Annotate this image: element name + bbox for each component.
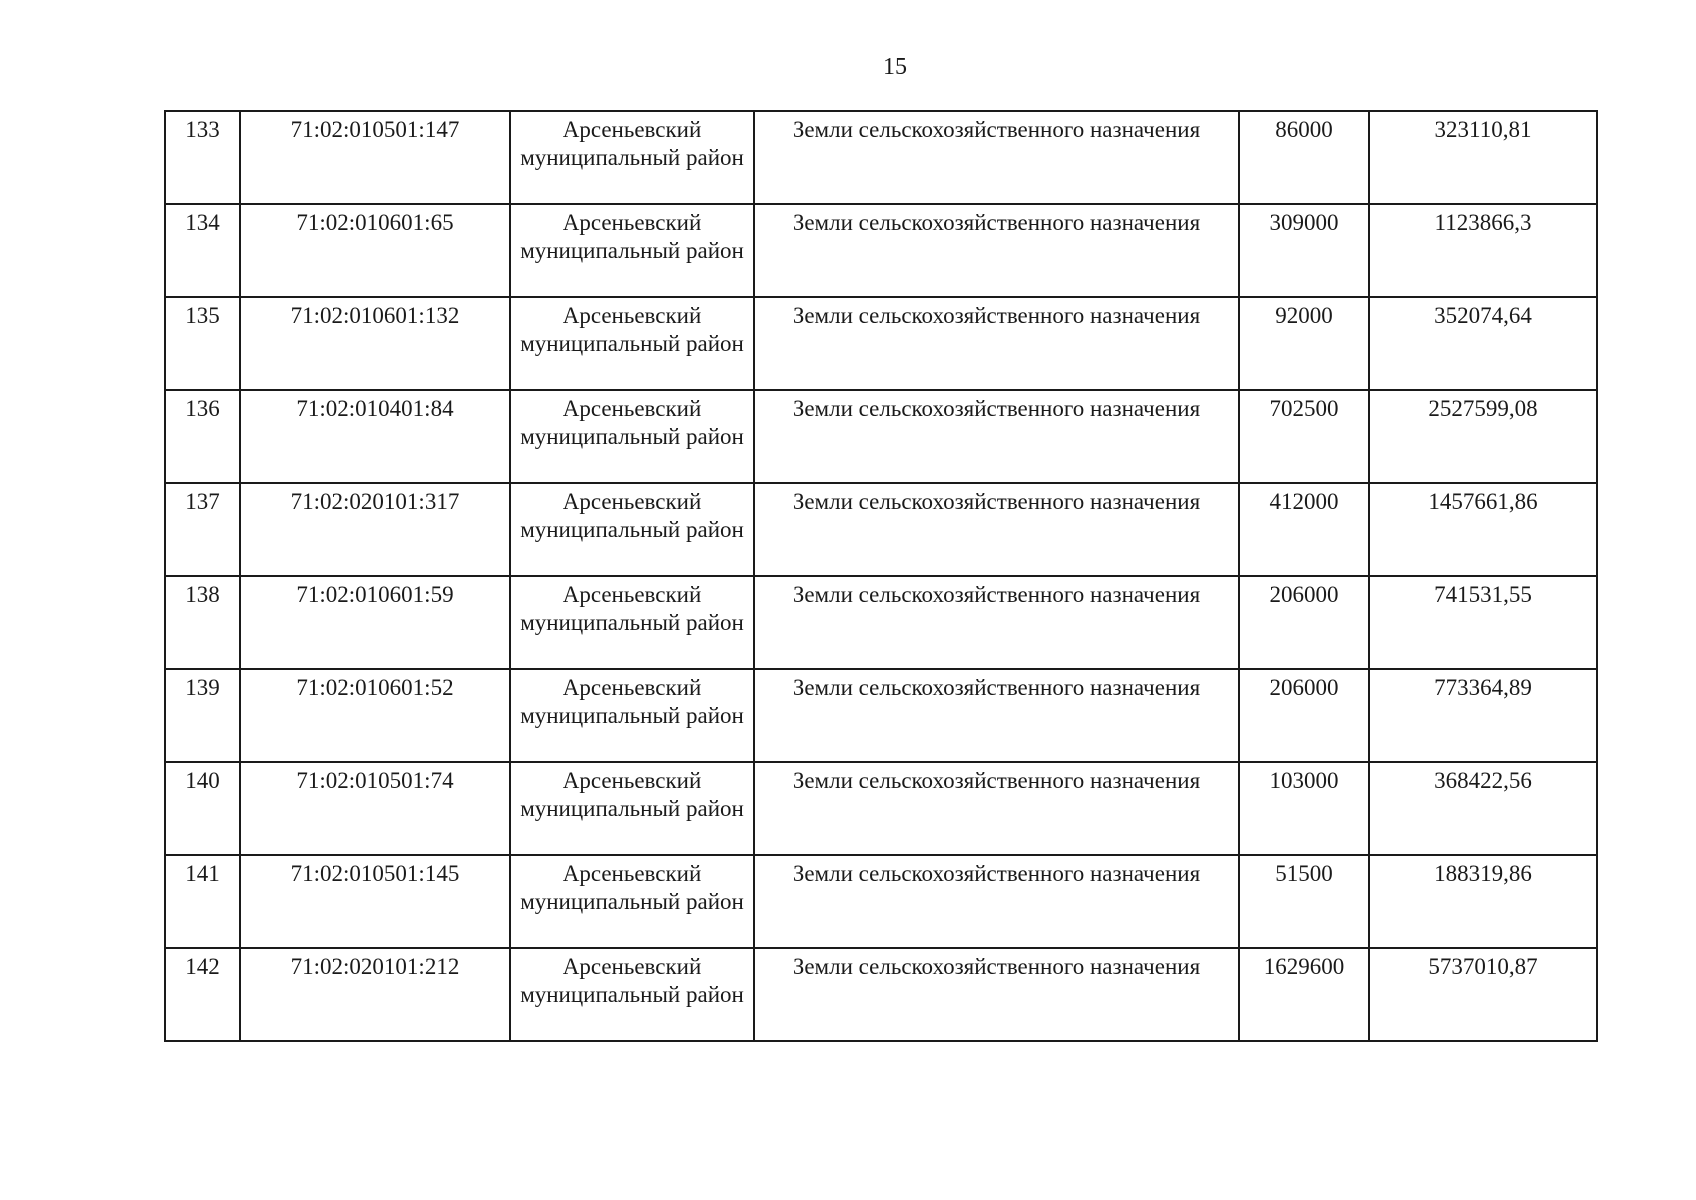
land-category: Земли сельскохозяйственного назначения bbox=[754, 297, 1239, 390]
land-plots-table bbox=[164, 110, 1598, 1042]
area-value: 103000 bbox=[1239, 762, 1369, 855]
cadastral-number: 71:02:010601:52 bbox=[240, 669, 510, 762]
cadastral-value: 323110,81 bbox=[1369, 111, 1597, 204]
cadastral-value: 1457661,86 bbox=[1369, 483, 1597, 576]
row-number: 134 bbox=[165, 204, 240, 297]
cadastral-number: 71:02:010601:65 bbox=[240, 204, 510, 297]
table-row bbox=[165, 390, 1597, 483]
cadastral-value: 188319,86 bbox=[1369, 855, 1597, 948]
table-row bbox=[165, 111, 1597, 204]
cadastral-value: 1123866,3 bbox=[1369, 204, 1597, 297]
land-category: Земли сельскохозяйственного назначения bbox=[754, 669, 1239, 762]
land-category: Земли сельскохозяйственного назначения bbox=[754, 390, 1239, 483]
row-number: 133 bbox=[165, 111, 240, 204]
land-category: Земли сельскохозяйственного назначения bbox=[754, 576, 1239, 669]
table-row bbox=[165, 297, 1597, 390]
district-name: Арсеньевский муниципальный район bbox=[510, 390, 754, 483]
area-value: 92000 bbox=[1239, 297, 1369, 390]
district-name: Арсеньевский муниципальный район bbox=[510, 762, 754, 855]
cadastral-value: 5737010,87 bbox=[1369, 948, 1597, 1041]
cadastral-value: 2527599,08 bbox=[1369, 390, 1597, 483]
cadastral-number: 71:02:010601:59 bbox=[240, 576, 510, 669]
page-number: 15 bbox=[883, 54, 907, 80]
row-number: 135 bbox=[165, 297, 240, 390]
table-row bbox=[165, 669, 1597, 762]
table-row bbox=[165, 204, 1597, 297]
table-row bbox=[165, 483, 1597, 576]
cadastral-value: 368422,56 bbox=[1369, 762, 1597, 855]
area-value: 412000 bbox=[1239, 483, 1369, 576]
district-name: Арсеньевский муниципальный район bbox=[510, 204, 754, 297]
area-value: 86000 bbox=[1239, 111, 1369, 204]
row-number: 137 bbox=[165, 483, 240, 576]
table-row bbox=[165, 948, 1597, 1041]
area-value: 309000 bbox=[1239, 204, 1369, 297]
land-category: Земли сельскохозяйственного назначения bbox=[754, 855, 1239, 948]
row-number: 136 bbox=[165, 390, 240, 483]
cadastral-number: 71:02:010501:145 bbox=[240, 855, 510, 948]
land-category: Земли сельскохозяйственного назначения bbox=[754, 204, 1239, 297]
district-name: Арсеньевский муниципальный район bbox=[510, 483, 754, 576]
land-category: Земли сельскохозяйственного назначения bbox=[754, 762, 1239, 855]
district-name: Арсеньевский муниципальный район bbox=[510, 111, 754, 204]
district-name: Арсеньевский муниципальный район bbox=[510, 855, 754, 948]
district-name: Арсеньевский муниципальный район bbox=[510, 948, 754, 1041]
row-number: 140 bbox=[165, 762, 240, 855]
land-category: Земли сельскохозяйственного назначения bbox=[754, 111, 1239, 204]
row-number: 141 bbox=[165, 855, 240, 948]
district-name: Арсеньевский муниципальный район bbox=[510, 576, 754, 669]
cadastral-number: 71:02:020101:317 bbox=[240, 483, 510, 576]
district-name: Арсеньевский муниципальный район bbox=[510, 297, 754, 390]
table-row bbox=[165, 576, 1597, 669]
cadastral-number: 71:02:010501:74 bbox=[240, 762, 510, 855]
area-value: 702500 bbox=[1239, 390, 1369, 483]
land-category: Земли сельскохозяйственного назначения bbox=[754, 948, 1239, 1041]
area-value: 51500 bbox=[1239, 855, 1369, 948]
table-row bbox=[165, 762, 1597, 855]
cadastral-value: 352074,64 bbox=[1369, 297, 1597, 390]
cadastral-number: 71:02:010401:84 bbox=[240, 390, 510, 483]
row-number: 138 bbox=[165, 576, 240, 669]
table-row bbox=[165, 855, 1597, 948]
cadastral-number: 71:02:020101:212 bbox=[240, 948, 510, 1041]
district-name: Арсеньевский муниципальный район bbox=[510, 669, 754, 762]
land-category: Земли сельскохозяйственного назначения bbox=[754, 483, 1239, 576]
cadastral-number: 71:02:010601:132 bbox=[240, 297, 510, 390]
cadastral-number: 71:02:010501:147 bbox=[240, 111, 510, 204]
row-number: 142 bbox=[165, 948, 240, 1041]
area-value: 206000 bbox=[1239, 576, 1369, 669]
area-value: 1629600 bbox=[1239, 948, 1369, 1041]
area-value: 206000 bbox=[1239, 669, 1369, 762]
cadastral-value: 741531,55 bbox=[1369, 576, 1597, 669]
cadastral-value: 773364,89 bbox=[1369, 669, 1597, 762]
row-number: 139 bbox=[165, 669, 240, 762]
